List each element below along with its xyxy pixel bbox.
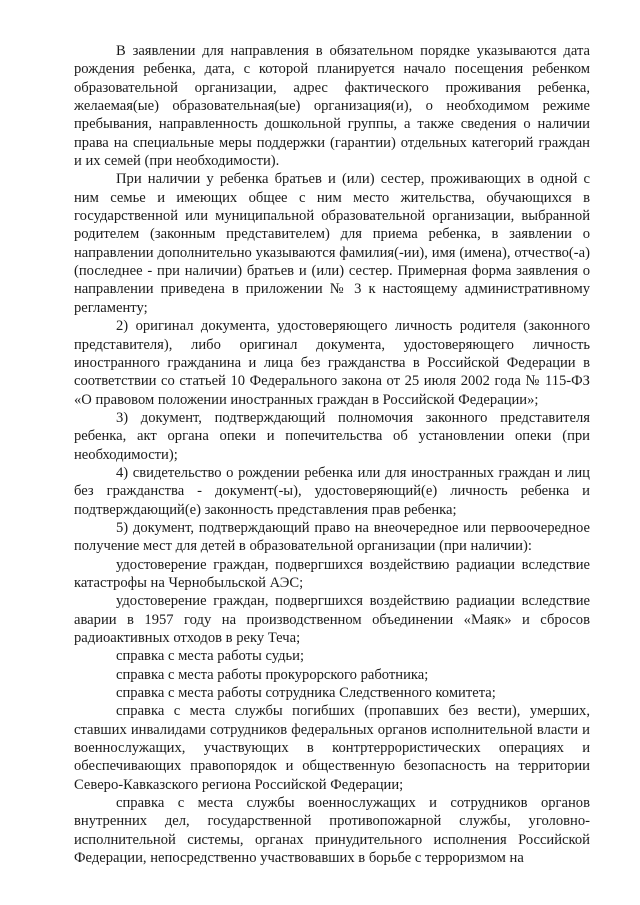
paragraph-item-4-birth-certificate: 4) свидетельство о рождении ребенка или для иностранных граждан и лиц без гражданства - документ(-ы), удостоверяющий(е) личность ребенка и подтверждающий(е) законность представления прав ребенка; [74,464,590,518]
paragraph-north-caucasus-certificate: справка с места службы погибших (пропавших без вести), умерших, ставших инвалидами сотрудников федеральных органов исполнительной власти и военнослужащих, участвующих в контртеррористических операциях и обеспечивающих правопорядок и общественную безопасность на территории Северо-Кавказского региона Российской Федерации; [74,703,590,793]
document-body [74,42,590,867]
paragraph-item-2-identity-document: 2) оригинал документа, удостоверяющего личность родителя (законного представителя), либо оригинал документа, удостоверяющего личность иностранного гражданина и лица без гражданства в Российской Федерации в соответствии со статьей 10 Федерального закона от 25 июля 2002 года № 115-ФЗ «О правовом положении иностранных граждан в Российской Федерации»; [74,318,590,408]
paragraph-chernobyl-certificate: удостоверение граждан, подвергшихся воздействию радиации вследствие катастрофы на Чернобыльской АЭС; [74,556,590,591]
paragraph-application-contents: В заявлении для направления в обязательном порядке указываются дата рождения ребенка, дата, с которой планируется начало посещения ребенком образовательной организации, адрес фактического проживания ребенка, желаемая(ые) образовательная(ые) организация(и), о необходимом режиме пребывания, направленность дошкольной группы, а также сведения о наличии права на специальные меры поддержки (гарантии) отдельных категорий граждан и их семей (при необходимости). [74,43,590,170]
paragraph-prosecutor-certificate: справка с места работы прокурорского работника; [116,666,429,683]
paragraph-item-3-guardian-authority: 3) документ, подтверждающий полномочия законного представителя ребенка, акт органа опеки и попечительства об установлении опеки (при необходимости); [74,409,590,463]
paragraph-counter-terrorism-certificate: справка с места службы военнослужащих и сотрудников органов внутренних дел, государственной противопожарной службы, уголовно-исполнительной системы, органах принудительного исполнения Российской Федерации, непосредственно участвовавших в борьбе с терроризмом на [74,795,590,867]
paragraph-investigative-committee-certificate: справка с места работы сотрудника Следственного комитета; [116,685,496,702]
paragraph-mayak-certificate: удостоверение граждан, подвергшихся воздействию радиации вследствие аварии в 1957 году на производственном объединении «Маяк» и сбросов радиоактивных отходов в реку Теча; [74,593,590,646]
paragraph-siblings: При наличии у ребенка братьев и (или) сестер, проживающих в одной с ним семье и имеющих общее с ним место жительства, обучающихся в государственной или муниципальной образовательной организации, выбранной родителем (законным представителем) для приема ребенка, в заявлении о направлении дополнительно указываются фамилия(-ии), имя (имена), отчество(-а) (последнее - при наличии) братьев и (или) сестер. Примерная форма заявления о направлении приведена в приложении № 3 к настоящему административному регламенту; [74,171,590,316]
paragraph-judge-certificate: справка с места работы судьи; [116,648,305,665]
paragraph-item-5-priority-right: 5) документ, подтверждающий право на внеочередное или первоочередное получение мест для детей в образовательной организации (при наличии): [74,519,590,555]
